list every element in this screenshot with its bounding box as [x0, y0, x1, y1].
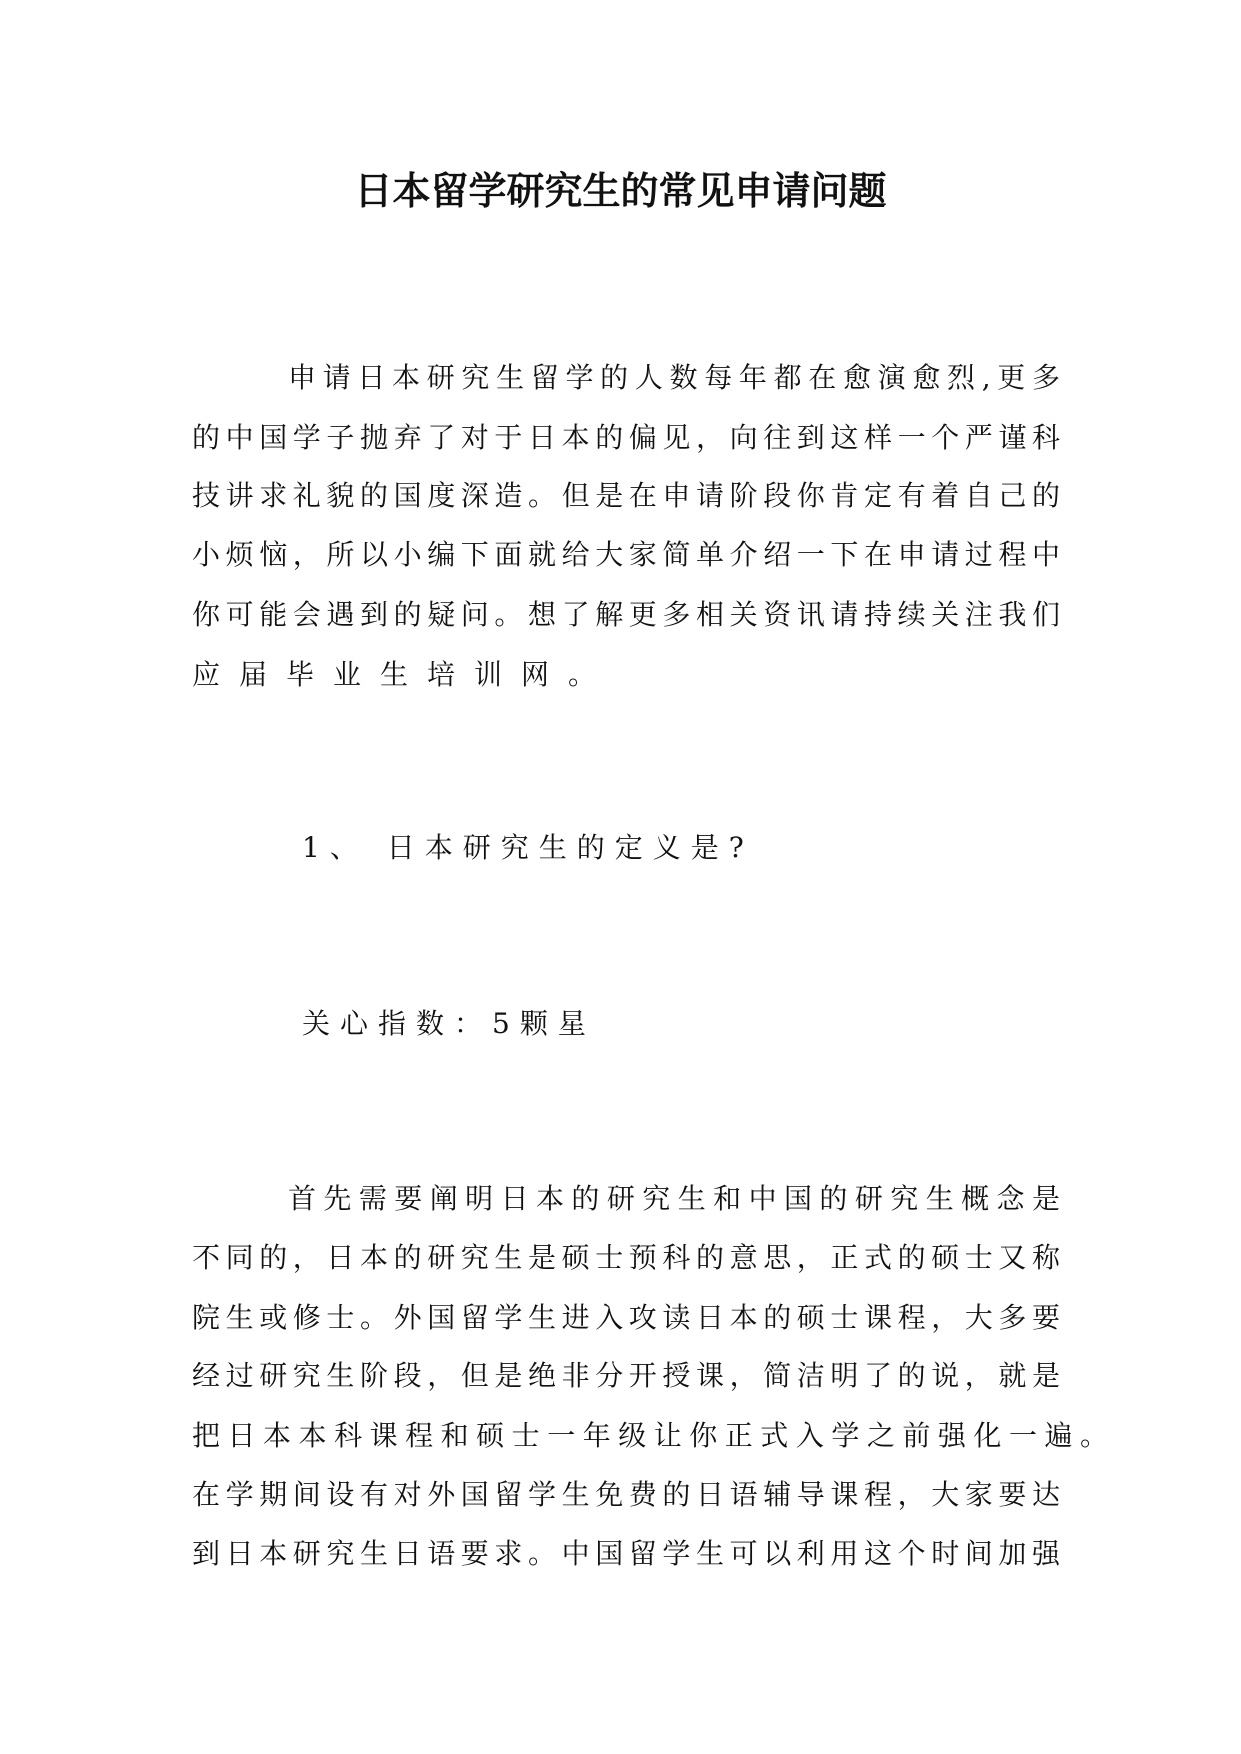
paragraph-line: 把日本本科课程和硕士一年级让你正式入学之前强化一遍。 — [192, 1419, 1108, 1452]
question-heading: 1、 日本研究生的定义是? — [302, 831, 754, 864]
paragraph-line: 的中国学子抛弃了对于日本的偏见，向往到这样一个严谨科 — [192, 421, 1060, 454]
paragraph-line: 首先需要阐明日本的研究生和中国的研究生概念是 — [288, 1182, 1060, 1215]
paragraph-line: 你可能会遇到的疑问。想了解更多相关资讯请持续关注我们 — [192, 598, 1060, 631]
paragraph-line: 院生或修士。外国留学生进入攻读日本的硕士课程，大多要 — [192, 1301, 1060, 1334]
paragraph-line: 应届毕业生培训网。 — [192, 658, 616, 691]
paragraph-line: 小烦恼，所以小编下面就给大家简单介绍一下在申请过程中 — [192, 538, 1060, 571]
document-title: 日本留学研究生的常见申请问题 — [354, 168, 887, 213]
interest-index: 关心指数：5颗星 — [302, 1007, 596, 1040]
paragraph-line: 技讲求礼貌的国度深造。但是在申请阶段你肯定有着自己的 — [192, 479, 1060, 512]
paragraph-line: 申请日本研究生留学的人数每年都在愈演愈烈,更多 — [288, 361, 1060, 394]
paragraph-line: 在学期间设有对外国留学生免费的日语辅导课程，大家要达 — [192, 1478, 1060, 1511]
paragraph-line: 不同的，日本的研究生是硕士预科的意思，正式的硕士又称 — [192, 1241, 1060, 1274]
paragraph-line: 到日本研究生日语要求。中国留学生可以利用这个时间加强 — [192, 1537, 1060, 1570]
paragraph-line: 经过研究生阶段，但是绝非分开授课，简洁明了的说，就是 — [192, 1359, 1060, 1392]
